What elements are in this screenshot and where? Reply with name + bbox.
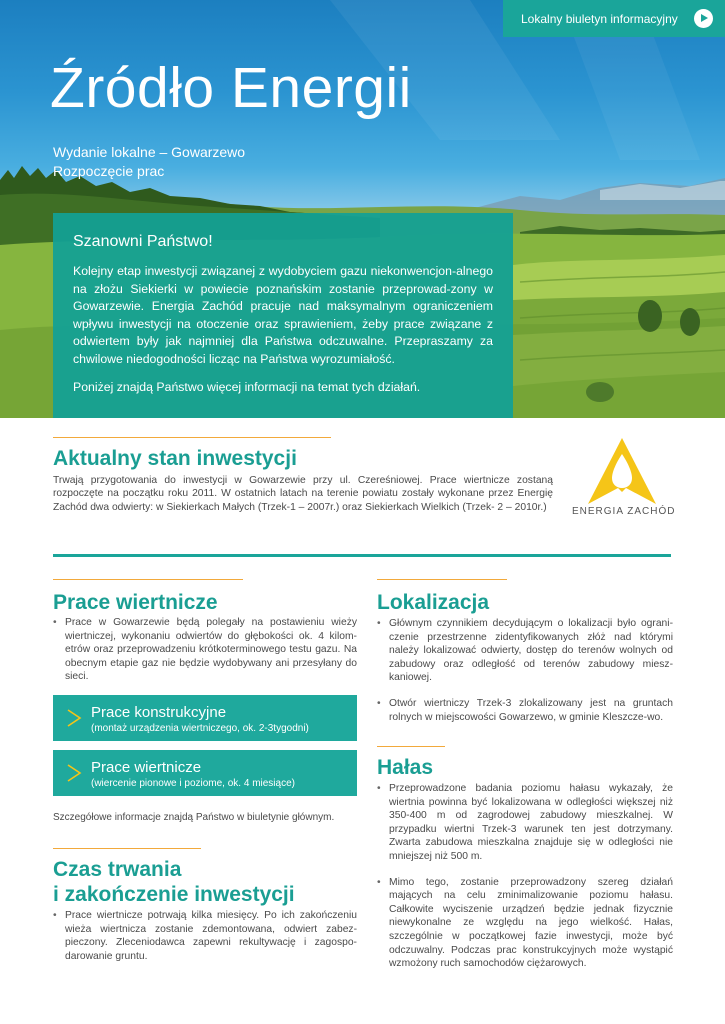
- noise-list: [377, 782, 673, 971]
- noise-divider: [377, 746, 445, 747]
- drilling-divider: [53, 579, 243, 580]
- location-heading: Lokalizacja: [377, 591, 490, 614]
- bulletin-tag-label: Lokalny biuletyn informacyjny: [521, 11, 678, 26]
- phase-title: Prace konstrukcyjne: [91, 704, 227, 721]
- subtitle-edition: Wydanie lokalne – Gowarzewo: [53, 144, 246, 160]
- phase-title: Prace wiertnicze: [91, 759, 202, 776]
- drilling-heading: Prace wiertnicze: [53, 591, 218, 614]
- list-item: • Mimo tego, zostanie przeprowadzony szereg działań mających na celu zminimalizowanie poziomu hałasu. Całkowite wyciszenie urządzeń będzie jednak fizycznie niewykonalne ze względu na jego wielkość. Hałas, szczególnie w początkowej fazie inwestycji, może być odczuwalny. Podczas prac konstrukcyjnych może wystąpić wzmożony ruch samochodów ciężarowych.: [377, 876, 673, 971]
- duration-heading-line2: i zakończenie inwestycji: [53, 883, 295, 906]
- chevron-right-icon: [66, 763, 82, 783]
- duration-divider: [53, 848, 201, 849]
- list-item: • Prace wiertnicze potrwają kilka miesięcy. Po ich zakończeniu wieża wiertnicza zostanie zdemontowana, odwiert zabez-pieczony. Zleceniodawca zapewni rekultywację i zagospo-darowanie gruntu.: [53, 909, 357, 963]
- phase-construction: [53, 695, 357, 741]
- status-divider: [53, 437, 331, 438]
- duration-list: [53, 909, 357, 963]
- noise-heading: Hałas: [377, 756, 434, 779]
- list-item: • Prace w Gowarzewie będą polegały na postawieniu wieży wiertniczej, wykonaniu odwiertów do głębokości ok. 4 kilom-etrów oraz przeprowadzeniu krótkoterminowego testu gazu. Na obecnym etapie gaz nie będzie wydobywany ani przesyłany do sieci.: [53, 616, 357, 684]
- list-item: • Głównym czynnikiem decydującym o lokalizacji było ograni-czenie przestrzenne zidentyfikowanych złóż nad którymi należy lokalizować odwierty, dostęp do terenów wolnych od zabudowy oraz odległość od terenów zabudowy miesz-kaniowej.: [377, 617, 673, 685]
- newsletter-title: Źródło Energii: [50, 56, 412, 120]
- duration-heading-line1: Czas trwania: [53, 858, 182, 881]
- bulletin-tag[interactable]: [503, 0, 725, 37]
- section-separator: [53, 554, 671, 557]
- list-item: • Przeprowadzone badania poziomu hałasu wykazały, że wiertnia powinna być lokalizowana w odległości większej niż 350-400 m od zagrodowej zabudowy mieszkalnej. W przypadku wiertni Trzek-3 warunek ten jest dotrzymany. Zwarta zabudowa mieszkalna znajduje się w odległości nie mniejszej niż 500 m.: [377, 782, 673, 864]
- drilling-list: [53, 616, 357, 684]
- play-arrow-icon[interactable]: [694, 9, 713, 28]
- intro-greeting: Szanowni Państwo!: [73, 233, 213, 250]
- chevron-right-icon: [66, 708, 82, 728]
- newsletter-subtitle: [53, 143, 245, 181]
- hero-banner: [0, 0, 725, 418]
- phase-subtitle: (montaż urządzenia wiertniczego, ok. 2-3tygodni): [91, 723, 309, 734]
- location-divider: [377, 579, 507, 580]
- intro-paragraph-1: Kolejny etap inwestycji związanej z wydobyciem gazu niekonwencjon-alnego na złożu Siekierki w powiecie poznańskim zostanie przeprowad-zony w Gowarzewie. Energia Zachód pracuje nad maksymalnym ograniczeniem wpływu inwestycji na otoczenie oraz sprawieniem, żeby prace związane z odwiertem były jak najmniej dla Państwa odczuwalne. Przepraszamy za chwilowe niedogodności licząc na Państwa wyrozumiałość.: [73, 264, 493, 366]
- phase-drilling: [53, 750, 357, 796]
- list-item: • Otwór wiertniczy Trzek-3 zlokalizowany jest na gruntach rolnych w miejscowości Gowarzewo, w gminie Kleszcze-wo.: [377, 697, 673, 724]
- details-note: Szczegółowe informacje znajdą Państwo w biuletynie głównym.: [53, 812, 335, 823]
- logo-text: ENERGIA ZACHÓD: [572, 506, 676, 517]
- location-list: [377, 617, 673, 724]
- subtitle-topic: Rozpoczęcie prac: [53, 163, 165, 179]
- intro-box: [53, 213, 513, 418]
- status-text: Trwają przygotowania do inwestycji w Gowarzewie przy ul. Czereśniowej. Prace wiertnicze zostaną rozpoczęte na początku roku 2011. W ostatnich latach na terenie powiatu zostały wykonane przez Energię Zachód dwa odwierty: w Siekierkach Małych (Trzek-1 – 2007r.) oraz Siekierkach Wielkich (Trzek- 2 – 2010r.): [53, 475, 553, 513]
- intro-paragraph-2: Poniżej znajdą Państwo więcej informacji na temat tych działań.: [73, 379, 421, 394]
- duration-heading: [53, 857, 295, 907]
- status-heading: Aktualny stan inwestycji: [53, 447, 297, 470]
- phase-subtitle: (wiercenie pionowe i poziome, ok. 4 miesiące): [91, 778, 295, 789]
